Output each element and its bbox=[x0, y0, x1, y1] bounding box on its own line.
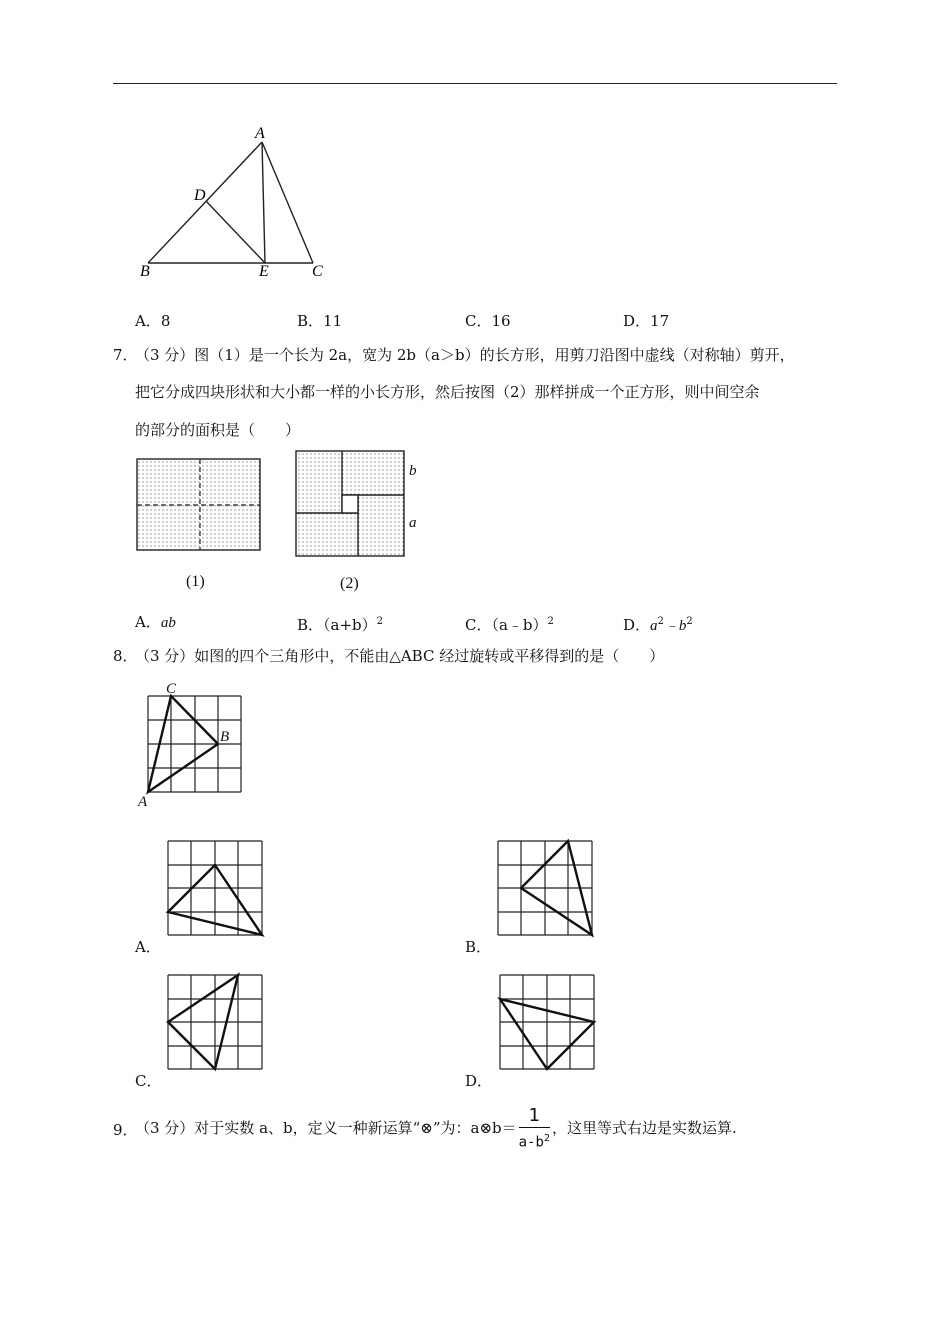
q7-option-c: C．（a﹣b）$^2$ bbox=[465, 616, 554, 634]
q8-option-c-grid bbox=[160, 970, 270, 1075]
q8-number: 8． bbox=[113, 647, 138, 665]
q7-option-a: A．ab bbox=[135, 613, 176, 631]
q6-triangle-figure bbox=[130, 120, 340, 285]
q7-text-line1: （3 分）图（1）是一个长为 2a，宽为 2b（a＞b）的长方形，用剪刀沿图中虚线（对称轴）剪开， bbox=[135, 346, 795, 364]
q9-number: 9． bbox=[113, 1121, 138, 1139]
q8-option-d-letter: D． bbox=[465, 1072, 493, 1090]
q7-fig2-caption: (2) bbox=[340, 575, 359, 592]
q8-option-c-letter: C． bbox=[135, 1072, 162, 1090]
q6-option-d: D．17 bbox=[623, 312, 670, 330]
q6-option-a: A．8 bbox=[135, 312, 171, 330]
q8-label-c: C bbox=[166, 681, 177, 697]
q7-fig1-caption: (1) bbox=[186, 573, 205, 590]
header-rule bbox=[113, 83, 837, 84]
q8-label-a: A bbox=[138, 794, 148, 810]
q7-figure-2 bbox=[296, 451, 404, 556]
q9-fraction: $\frac{1}{a-b^2}$ bbox=[518, 1104, 550, 1151]
q9-text: （3 分）对于实数 a、b，定义一种新运算“⊗”为：a⊗b＝ $\frac{1}{a-b^2}$ ，这里等式右边是实数运算. bbox=[135, 1103, 737, 1153]
segment-ac bbox=[262, 142, 313, 263]
q7-figures bbox=[130, 445, 430, 595]
q7-option-d: D．$a^2﹣b^2$ bbox=[623, 616, 693, 634]
q6-option-c: C．16 bbox=[465, 312, 511, 330]
label-a: A bbox=[255, 125, 265, 142]
segment-de bbox=[206, 201, 265, 263]
label-e: E bbox=[259, 263, 269, 280]
q8-text: （3 分）如图的四个三角形中，不能由△ABC 经过旋转或平移得到的是（ ） bbox=[135, 647, 665, 665]
q8-option-a-letter: A． bbox=[135, 938, 161, 956]
q8-option-d-grid bbox=[492, 970, 602, 1075]
q8-reference-grid bbox=[133, 675, 253, 810]
segment-ae bbox=[262, 142, 265, 263]
q8-option-a-grid bbox=[160, 835, 270, 940]
label-d: D bbox=[194, 187, 206, 204]
label-c: C bbox=[312, 263, 323, 280]
q8-option-b-letter: B． bbox=[465, 938, 492, 956]
q7-fig2-label-a: a bbox=[409, 515, 417, 531]
q7-text-line2: 把它分成四块形状和大小都一样的小长方形，然后按图（2）那样拼成一个正方形，则中间空余 bbox=[135, 383, 760, 401]
q8-label-b: B bbox=[220, 729, 230, 745]
q8-option-b-grid bbox=[490, 835, 600, 940]
q7-figure-1 bbox=[137, 459, 260, 550]
q7-option-b: B．$(a+b)^2$ bbox=[297, 616, 384, 634]
q7-fig2-label-b: b bbox=[409, 463, 417, 479]
q7-text-line3: 的部分的面积是（ ） bbox=[135, 421, 301, 439]
q7-number: 7． bbox=[113, 346, 138, 364]
label-b: B bbox=[140, 263, 150, 280]
q6-option-b: B．11 bbox=[297, 312, 343, 330]
